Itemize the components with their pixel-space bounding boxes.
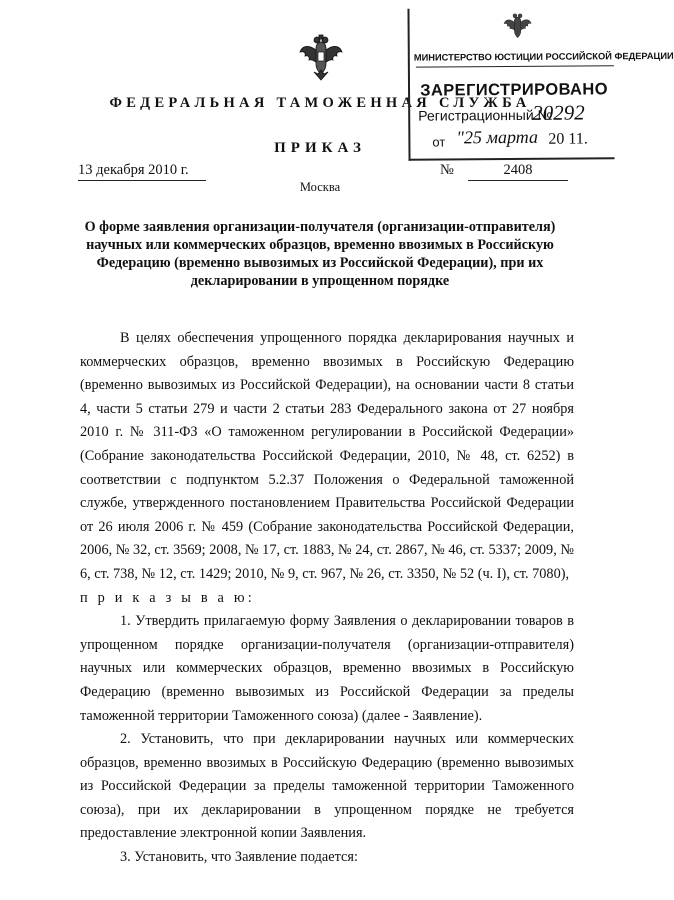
stamp-ministry: МИНИСТЕРСТВО ЮСТИЦИИ РОССИЙСКОЙ ФЕДЕРАЦИИ xyxy=(413,50,674,63)
stamp-divider xyxy=(416,65,614,67)
document-body xyxy=(80,327,574,870)
preamble-paragraph: В целях обеспечения упрощенного порядка декларирования научных и коммерческих образцов, временно ввозимых в Российскую Федерацию (временно вывозимых из Российской Федерации), на основании части 8 статьи 4, части 5 статьи 279 и части 2 статьи 283 Федерального закона от 27 ноября 2010 г. № 311-ФЗ «О таможенном регулировании в Российской Федерации» (Собрание законодательства Российской Федерации, 2010, № 48, ст. 6252) в соответствии с подпунктом 5.2.37 Положения о Федеральной таможенной службе, утвержденного постановлением Правительства Российской Федерации от 26 июля 2006 г. № 459 (Собрание законодательства Российской Федерации, 2006, № 32, ст. 3569; 2008, № 17, ст. 1883, № 24, ст. 2867, № 46, ст. 5337; 2009, № 6, ст. 738, № 12, ст. 1429; 2010, № 9, ст. 967, № 26, ст. 3350, № 52 (ч. I), ст. 7080), xyxy=(80,330,574,582)
russian-coat-of-arms-icon xyxy=(296,34,346,84)
registration-stamp xyxy=(407,7,674,160)
order-date: 13 декабря 2010 г. xyxy=(78,162,206,181)
order-word: п р и к а з ы в а ю: xyxy=(80,589,255,606)
stamp-reg-number: 20292 xyxy=(532,100,585,125)
agency-name: ФЕДЕРАЛЬНАЯ ТАМОЖЕННАЯ СЛУЖБА xyxy=(109,95,531,111)
document-type: ПРИКАЗ xyxy=(274,140,366,156)
item-1-paragraph: 1. Утвердить прилагаемую форму Заявления о декларировании товаров в упрощенном порядке организации-получателя (организации-отправителя) научных или коммерческих образцов, временно ввозимых в Российскую Федерацию (временно вывозимых из Российской Федерации за пределы таможенной территории Таможенного союза) (далее - Заявление). xyxy=(80,613,574,724)
item-2-paragraph: 2. Установить, что при декларировании научных или коммерческих образцов, временно ввозимых в Российскую Федерацию (временно вывозимых из Российской Федерации за пределы таможенной территории Таможенного союза), при их декларировании в упрощенном порядке не требуется предоставление электронной копии Заявления. xyxy=(80,731,574,842)
russian-coat-of-arms-icon xyxy=(501,12,533,44)
stamp-year: 20 11. xyxy=(548,130,588,148)
order-number-label: № xyxy=(440,162,454,178)
document-heading: О форме заявления организации-получателя (организации-отправителя) научных или коммерческих образцов, временно ввозимых в Российскую Федерацию (временно вывозимых из Российской Федерации), при их декларировании в упрощенном порядке xyxy=(84,219,556,289)
order-number: 2408 xyxy=(468,162,568,181)
item-3-paragraph: 3. Установить, что Заявление подается: xyxy=(120,849,358,866)
stamp-registered: ЗАРЕГИСТРИРОВАНО xyxy=(420,80,608,100)
city: Москва xyxy=(299,180,341,194)
stamp-date: "25 марта xyxy=(456,126,538,148)
stamp-from-label: от xyxy=(432,134,446,150)
stamp-reg-number-label: Регистрационный № xyxy=(418,106,553,124)
